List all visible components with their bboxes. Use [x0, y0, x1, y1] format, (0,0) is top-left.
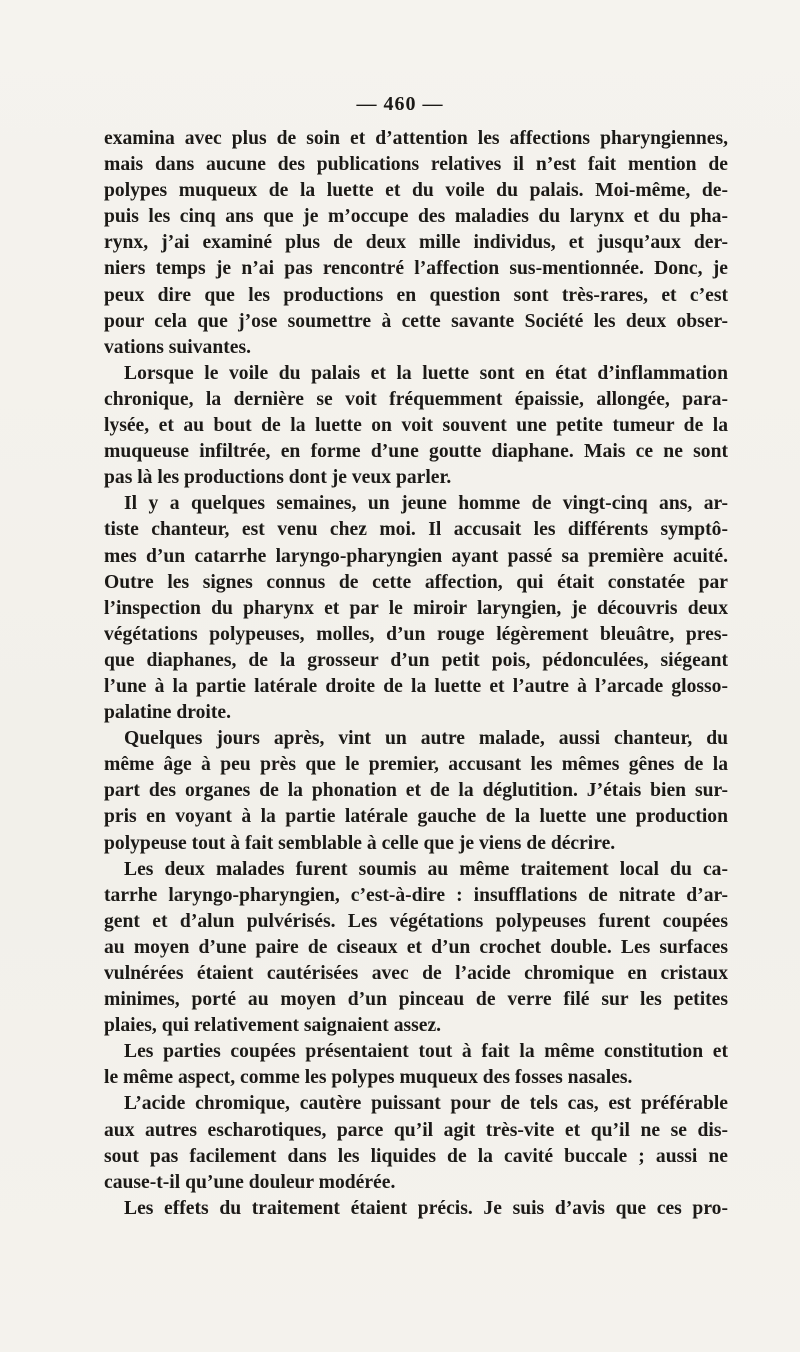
text-line: niers temps je n’ai pas rencontré l’affection sus-mentionnée. Donc, je	[104, 258, 728, 280]
page-number: — 460 —	[356, 93, 444, 115]
text-line: vations suivantes.	[104, 336, 251, 358]
text-line: que diaphanes, de la grosseur d’un petit pois, pédonculées, siégeant	[104, 649, 728, 671]
text-line: mes d’un catarrhe laryngo-pharyngien ayant passé sa première acuité.	[104, 545, 728, 567]
text-line: pour cela que j’ose soumettre à cette savante Société les deux obser-	[104, 310, 728, 332]
text-line: plaies, qui relativement saignaient assez.	[104, 1015, 442, 1037]
text-line: palatine droite.	[104, 702, 231, 724]
text-line: minimes, porté au moyen d’un pinceau de verre filé sur les petites	[104, 989, 728, 1011]
text-line: au moyen d’une paire de ciseaux et d’un crochet double. Les surfaces	[104, 936, 728, 958]
text-line: aux autres escharotiques, parce qu’il agit très-vite et qu’il ne se dis-	[104, 1119, 728, 1141]
text-line: Les deux malades furent soumis au même traitement local du ca-	[124, 858, 728, 880]
text-line: L’acide chromique, cautère puissant pour de tels cas, est préférable	[124, 1093, 728, 1115]
text-line: Les effets du traitement étaient précis. Je suis d’avis que ces pro-	[124, 1197, 728, 1219]
text-line: Outre les signes connus de cette affection, qui était constatée par	[104, 571, 728, 593]
text-line: peux dire que les productions en question sont très-rares, et c’est	[104, 284, 728, 306]
text-line: mais dans aucune des publications relatives il n’est fait mention de	[104, 154, 728, 176]
text-line: gent et d’alun pulvérisés. Les végétations polypeuses furent coupées	[104, 910, 728, 932]
text-line: sout pas facilement dans les liquides de la cavité buccale ; aussi ne	[104, 1145, 728, 1167]
text-line: le même aspect, comme les polypes muqueux des fosses nasales.	[104, 1067, 633, 1089]
text-line: Les parties coupées présentaient tout à fait la même constitution et	[124, 1041, 728, 1063]
text-line: examina avec plus de soin et d’attention les affections pharyngiennes,	[104, 128, 728, 149]
text-line: cause-t-il qu’une douleur modérée.	[104, 1171, 396, 1193]
text-line: Lorsque le voile du palais et la luette sont en état d’inflammation	[124, 362, 728, 384]
text-line: tarrhe laryngo-pharyngien, c’est-à-dire : insufflations de nitrate d’ar-	[104, 884, 728, 906]
text-line: pris en voyant à la partie latérale gauche de la luette une production	[104, 806, 728, 828]
text-line: Quelques jours après, vint un autre malade, aussi chanteur, du	[124, 728, 728, 750]
text-line: vulnérées étaient cautérisées avec de l’acide chromique en cristaux	[104, 963, 728, 984]
text-line: l’une à la partie latérale droite de la luette et l’autre à l’arcade glosso-	[104, 675, 728, 697]
text-line: polypes muqueux de la luette et du voile du palais. Moi-même, de-	[104, 180, 728, 202]
body-text	[104, 126, 728, 1222]
text-line: part des organes de la phonation et de la déglutition. J’étais bien sur-	[104, 780, 728, 802]
text-line: chronique, la dernière se voit fréquemment épaissie, allongée, para-	[104, 388, 728, 410]
text-line: l’inspection du pharynx et par le miroir laryngien, je découvris deux	[104, 597, 728, 619]
text-line: rynx, j’ai examiné plus de deux mille individus, et jusqu’aux der-	[104, 232, 728, 254]
text-line: tiste chanteur, est venu chez moi. Il accusait les différents symptô-	[104, 519, 728, 541]
text-line: polypeuse tout à fait semblable à celle que je viens de décrire.	[104, 832, 616, 854]
text-line: Il y a quelques semaines, un jeune homme de vingt-cinq ans, ar-	[124, 493, 728, 515]
text-line: lysée, et au bout de la luette on voit souvent une petite tumeur de la	[104, 415, 728, 437]
text-line: pas là les productions dont je veux parler.	[104, 467, 452, 489]
text-line: végétations polypeuses, molles, d’un rouge légèrement bleuâtre, pres-	[104, 623, 728, 645]
text-line: puis les cinq ans que je m’occupe des maladies du larynx et du pha-	[104, 206, 728, 228]
text-line: muqueuse infiltrée, en forme d’une goutte diaphane. Mais ce ne sont	[104, 441, 728, 463]
text-line: même âge à peu près que le premier, accusant les mêmes gênes de la	[104, 754, 728, 776]
